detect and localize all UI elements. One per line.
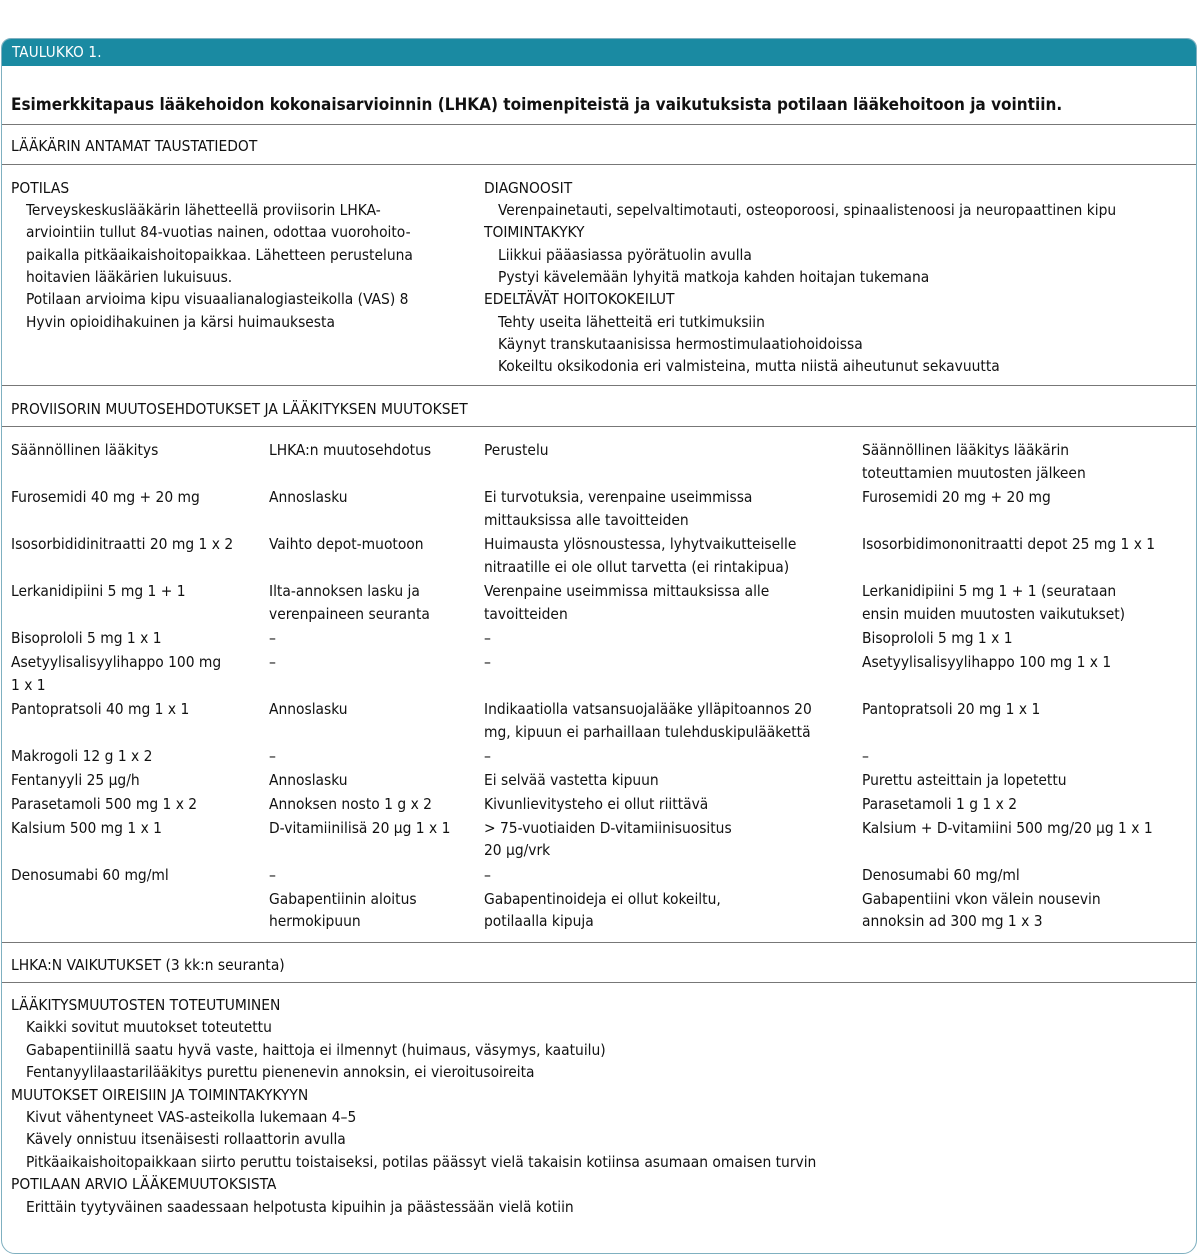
- table-cell-c2: Ilta-annoksen lasku ja: [269, 582, 420, 601]
- table-cell-c3: Ei selvää vastetta kipuun: [484, 771, 659, 790]
- table-cell-c2: Annoksen nosto 1 g x 2: [269, 794, 432, 813]
- col-header-rationale: Perustelu: [484, 441, 549, 459]
- table-header-bar: [2, 39, 1196, 66]
- table-cell-c1: Isosorbididinitraatti 20 mg 1 x 2: [11, 535, 234, 554]
- table-cell-c3: –: [484, 629, 491, 648]
- table-cell-c2: Vaihto depot-muotoon: [269, 535, 424, 554]
- patient-line: Terveyskeskuslääkärin lähetteellä proviisorin LHKA-: [26, 201, 381, 219]
- symptoms-heading: MUUTOKSET OIREISIIN JA TOIMINTAKYKYYN: [11, 1085, 309, 1104]
- table-cell-c1: Kalsium 500 mg 1 x 1: [11, 818, 162, 837]
- table-cell-c4: ensin muiden muutosten vaikutukset): [862, 604, 1126, 623]
- patient-line: Hyvin opioidihakuinen ja kärsi huimauksesta: [26, 312, 335, 331]
- patient-line: paikalla pitkäaikaishoitopaikkaa. Lähetteen perusteluna: [26, 245, 413, 264]
- col-header-current: Säännöllinen lääkitys: [11, 441, 159, 459]
- table-cell-c3: –: [484, 653, 491, 672]
- col-header-after-line2: toteuttamien muutosten jälkeen: [862, 464, 1086, 482]
- patient-assessment-line: Erittäin tyytyväinen saadessaan helpotusta kipuihin ja päästessään vielä kotiin: [26, 1197, 574, 1216]
- divider: [2, 942, 1196, 943]
- table-cell-c4: annoksin ad 300 mg 1 x 3: [862, 912, 1043, 931]
- table-cell-c2: Gabapentiinin aloitus: [269, 889, 417, 908]
- table-cell-c2: –: [269, 629, 276, 648]
- patient-line: Potilaan arvioima kipu visuaalianalogiasteikolla (VAS) 8: [26, 290, 409, 309]
- function-heading: TOIMINTAKYKY: [484, 223, 585, 242]
- symptoms-line: Kävely onnistuu itsenäisesti rollaattorin avulla: [26, 1130, 346, 1149]
- table-cell-c3: Verenpaine useimmissa mittauksissa alle: [484, 582, 770, 601]
- divider: [2, 164, 1196, 165]
- section-title-effects: LHKA:N VAIKUTUKSET (3 kk:n seuranta): [11, 956, 285, 974]
- table-cell-c1: Makrogoli 12 g 1 x 2: [11, 747, 153, 766]
- table-cell-c3: –: [484, 747, 491, 766]
- table-cell-c1: Lerkanidipiini 5 mg 1 + 1: [11, 582, 186, 601]
- table-cell-c2: Annoslasku: [269, 771, 348, 790]
- table-cell-c3: tavoitteiden: [484, 604, 568, 623]
- table-cell-c4: Asetyylisalisyylihappo 100 mg 1 x 1: [862, 653, 1112, 672]
- table-cell-c2: D-vitamiinilisä 20 µg 1 x 1: [269, 818, 451, 837]
- prior-treatments-heading: EDELTÄVÄT HOITOKOKEILUT: [484, 290, 675, 309]
- symptoms-line: Pitkäaikaishoitopaikkaan siirto peruttu toistaiseksi, potilas päässyt vielä takaisin kotiinsa asumaan omaisen turvin: [26, 1152, 817, 1171]
- implementation-line: Kaikki sovitut muutokset toteutettu: [26, 1018, 272, 1037]
- table-cell-c4: Purettu asteittain ja lopetettu: [862, 771, 1067, 790]
- table-cell-c1: Bisoprololi 5 mg 1 x 1: [11, 629, 162, 648]
- table-cell-c4: Isosorbidimononitraatti depot 25 mg 1 x 1: [862, 535, 1156, 554]
- table-cell-c3: 20 µg/vrk: [484, 841, 551, 860]
- table-cell-c2: –: [269, 865, 276, 884]
- divider: [2, 426, 1196, 427]
- table-cell-c4: Bisoprololi 5 mg 1 x 1: [862, 629, 1013, 648]
- table-cell-c4: Gabapentiini vkon välein nousevin: [862, 889, 1101, 908]
- patient-line: hoitavien lääkärien lukuisuus.: [26, 267, 233, 286]
- symptoms-line: Kivut vähentyneet VAS-asteikolla lukemaan 4–5: [26, 1108, 357, 1126]
- table-cell-c3: mittauksissa alle tavoitteiden: [484, 510, 689, 529]
- implementation-line: Gabapentiinillä saatu hyvä vaste, haittoja ei ilmennyt (huimaus, väsymys, kaatuilu): [26, 1040, 606, 1059]
- patient-assessment-heading: POTILAAN ARVIO LÄÄKEMUUTOKSISTA: [11, 1175, 277, 1194]
- table-cell-c2: Annoslasku: [269, 700, 348, 719]
- table-cell-c3: nitraatille ei ole ollut tarvetta (ei rintakipua): [484, 557, 790, 576]
- table-cell-c3: Indikaatiolla vatsansuojalääke ylläpitoannos 20: [484, 700, 812, 719]
- col-header-after: Säännöllinen lääkitys lääkärin: [862, 441, 1070, 459]
- table-cell-c4: Furosemidi 20 mg + 20 mg: [862, 488, 1051, 506]
- table-cell-c1: Asetyylisalisyylihappo 100 mg: [11, 653, 222, 672]
- table-cell-c3: potilaalla kipuja: [484, 912, 594, 931]
- table-cell-c3: mg, kipuun ei parhaillaan tulehduskipulääkettä: [484, 722, 811, 741]
- diagnoses-heading: DIAGNOOSIT: [484, 179, 573, 197]
- table-cell-c1: Denosumabi 60 mg/ml: [11, 865, 169, 884]
- table-cell-c4: Pantopratsoli 20 mg 1 x 1: [862, 700, 1041, 719]
- table-cell-c3: –: [484, 865, 491, 884]
- table-cell-c3: > 75-vuotiaiden D-vitamiinisuositus: [484, 818, 732, 837]
- function-line: Liikkui pääasiassa pyörätuolin avulla: [498, 245, 752, 264]
- table-cell-c4: Lerkanidipiini 5 mg 1 + 1 (seurataan: [862, 582, 1117, 601]
- table-cell-c2: Annoslasku: [269, 488, 348, 506]
- table-cell-c4: Parasetamoli 1 g 1 x 2: [862, 794, 1018, 813]
- table-cell-c3: Gabapentinoideja ei ollut kokeiltu,: [484, 889, 721, 908]
- table-cell-c1: Pantopratsoli 40 mg 1 x 1: [11, 700, 190, 719]
- prior-treatment-line: Kokeiltu oksikodonia eri valmisteina, mutta niistä aiheutunut sekavuutta: [498, 357, 1000, 376]
- section-title-changes: PROVIISORIN MUUTOSEHDOTUKSET JA LÄÄKITYKSEN MUUTOKSET: [11, 400, 468, 418]
- implementation-line: Fentanyylilaastarilääkitys purettu pienenevin annoksin, ei vieroitusoireita: [26, 1063, 535, 1082]
- table-cell-c1: 1 x 1: [11, 675, 46, 694]
- table-label: TAULUKKO 1.: [12, 43, 102, 61]
- table-title: Esimerkkitapaus lääkehoidon kokonaisarvioinnin (LHKA) toimenpiteistä ja vaikutuksista potilaan lääkehoitoon ja vointiin.: [11, 95, 1063, 115]
- table-cell-c3: Ei turvotuksia, verenpaine useimmissa: [484, 488, 753, 506]
- table-cell-c2: –: [269, 747, 276, 766]
- table-cell-c4: Kalsium + D-vitamiini 500 mg/20 µg 1 x 1: [862, 818, 1153, 837]
- table-cell-c4: Denosumabi 60 mg/ml: [862, 865, 1020, 884]
- patient-heading: POTILAS: [11, 179, 70, 197]
- divider: [2, 982, 1196, 983]
- table-cell-c2: –: [269, 653, 276, 672]
- table-cell-c1: Parasetamoli 500 mg 1 x 2: [11, 794, 198, 813]
- function-line: Pystyi kävelemään lyhyitä matkoja kahden hoitajan tukemana: [498, 267, 930, 286]
- table-cell-c1: Fentanyyli 25 µg/h: [11, 771, 140, 790]
- prior-treatment-line: Tehty useita lähetteitä eri tutkimuksiin: [498, 312, 765, 331]
- prior-treatment-line: Käynyt transkutaanisissa hermostimulaatiohoidoissa: [498, 334, 863, 353]
- table-cell-c2: hermokipuun: [269, 912, 361, 931]
- col-header-proposal: LHKA:n muutosehdotus: [269, 441, 432, 459]
- table-cell-c3: Huimausta ylösnoustessa, lyhytvaikutteiselle: [484, 535, 797, 554]
- table-cell-c1: Furosemidi 40 mg + 20 mg: [11, 488, 200, 506]
- table-cell-c3: Kivunlievitysteho ei ollut riittävä: [484, 794, 709, 813]
- divider: [2, 385, 1196, 386]
- table-frame: [1, 38, 1197, 1254]
- section-title-background: LÄÄKÄRIN ANTAMAT TAUSTATIEDOT: [11, 137, 258, 155]
- patient-line: arviointiin tullut 84-vuotias nainen, odottaa vuorohoito-: [26, 223, 411, 242]
- divider: [2, 124, 1196, 125]
- table-cell-c4: –: [862, 747, 869, 766]
- table-cell-c2: verenpaineen seuranta: [269, 604, 430, 623]
- implementation-heading: LÄÄKITYSMUUTOSTEN TOTEUTUMINEN: [11, 996, 281, 1014]
- diagnosis-line: Verenpainetauti, sepelvaltimotauti, osteoporoosi, spinaalistenoosi ja neuropaattinen kipu: [498, 201, 1117, 219]
